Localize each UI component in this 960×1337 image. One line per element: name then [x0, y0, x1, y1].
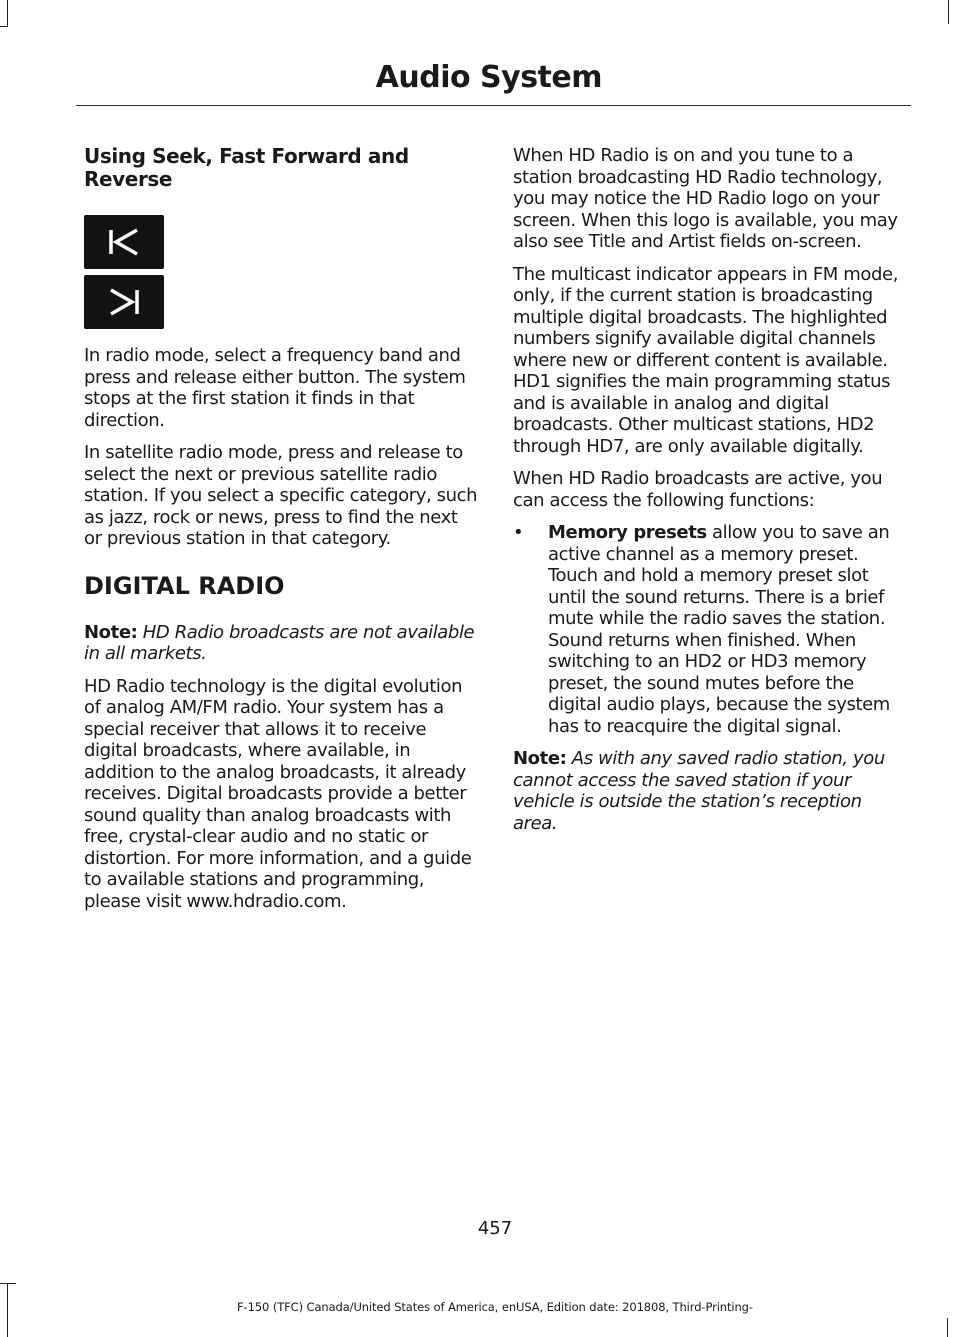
memory-presets-term: Memory presets: [548, 522, 707, 543]
crop-mark-bottom-left-h: [0, 1283, 16, 1284]
seek-back-icon: [84, 215, 164, 269]
page-number: 457: [477, 1218, 513, 1239]
saved-station-note: [513, 748, 911, 834]
seek-heading: Using Seek, Fast Forward and Reverse: [84, 144, 409, 191]
list-item: [513, 522, 911, 737]
functions-paragraph: When HD Radio broadcasts are active, you can access the following functions:: [513, 468, 883, 511]
crop-mark-top-left-v: [7, 0, 8, 27]
hd-logo-paragraph: When HD Radio is on and you tune to a station broadcasting HD Radio technology, you may notice the HD Radio logo on your screen. When this logo is available, you may also see Title and Artist fields on-screen.: [513, 145, 898, 252]
crop-mark-top-left-h: [0, 26, 8, 27]
multicast-paragraph: The multicast indicator appears in FM mode, only, if the current station is broadcasting multiple digital broadcasts. The highlighted numbers signify available digital channels where new or different content is available. HD1 signifies the main programming status and is available in analog and digital broadcasts. Other multicast stations, HD2 through HD7, are only available digitally.: [513, 263, 899, 457]
note-label: Note:: [513, 748, 567, 769]
crop-mark-bottom-right-v: [947, 1318, 948, 1337]
footer-edition: F-150 (TFC) Canada/United States of America, enUSA, Edition date: 201808, Third-Printing-: [237, 1300, 753, 1314]
seek-forward-icon: [84, 275, 164, 329]
seek-paragraph-satellite: In satellite radio mode, press and release to select the next or previous satellite radio station. If you select a specific category, such as jazz, rock or news, press to find the next or previous station in that category.: [84, 442, 478, 549]
digital-radio-heading: DIGITAL RADIO: [84, 571, 285, 600]
left-column: [84, 145, 479, 923]
memory-presets-description: allow you to save an active channel as a memory preset. Touch and hold a memory preset slot until the sound returns. There is a brief mute while the radio saves the station. Sound returns when finished. When switching to an HD2 or HD3 memory preset, the sound mutes before the digital audio plays, because the system has to reacquire the digital signal.: [548, 522, 890, 737]
note-text: As with any saved radio station, you cannot access the saved station if your vehicle is outside the station’s reception area.: [513, 748, 885, 834]
bullet-dot: •: [513, 522, 524, 543]
hd-radio-paragraph: HD Radio technology is the digital evolution of analog AM/FM radio. Your system has a special receiver that allows it to receive digital broadcasts, where available, in addition to the analog broadcasts, it already receives. Digital broadcasts provide a better sound quality than analog broadcasts with free, crystal-clear audio and no static or distortion. For more information, and a guide to available stations and programming, please visit www.hdradio.com.: [84, 675, 472, 912]
note-text: HD Radio broadcasts are not available in all markets.: [84, 621, 475, 664]
page-title: Audio System: [375, 60, 602, 95]
seek-icons: [84, 215, 479, 329]
right-column: [513, 145, 911, 845]
note-label: Note:: [84, 621, 138, 643]
seek-paragraph-radio: In radio mode, select a frequency band and press and release either button. The system stops at the first station it finds in that direction.: [84, 345, 466, 431]
functions-list: [513, 522, 911, 737]
crop-mark-top-right-v: [948, 0, 949, 24]
title-divider: [76, 105, 911, 106]
digital-radio-note: [84, 622, 479, 665]
